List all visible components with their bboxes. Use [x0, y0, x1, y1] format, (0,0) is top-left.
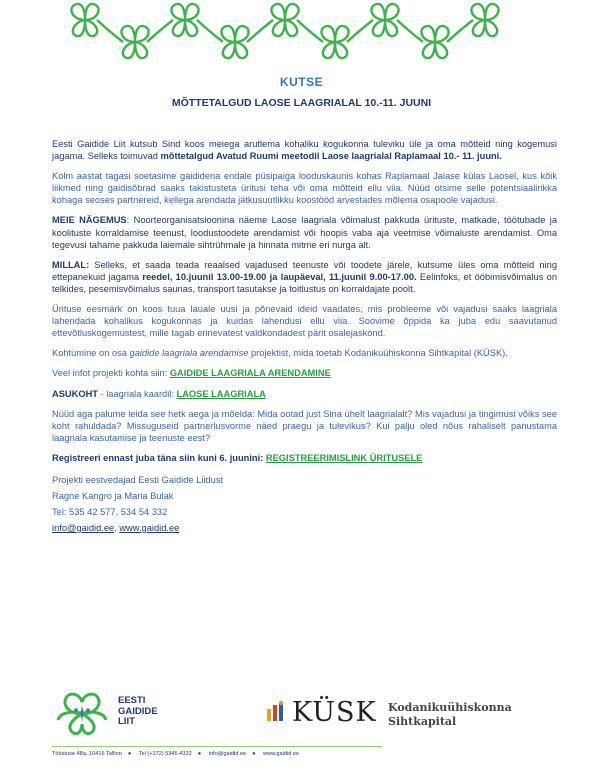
footer-web[interactable]: www.gaidid.ee — [263, 751, 300, 757]
clover-icon — [321, 26, 348, 58]
footer-address: Tööstuse 48a, 10416 Tallinn — [52, 751, 122, 757]
clover-connector — [147, 20, 173, 42]
signature-line-2: Ragne Kangro ja Maria Bulak — [52, 490, 174, 501]
signature-phone: Tel: 535 42 577, 534 54 332 — [52, 506, 168, 517]
footer-phone: Tel (+372) 5345 4332 — [138, 751, 192, 757]
clover-icon — [371, 4, 398, 36]
signature: Projekti eestvedajad Eesti Gaidide Liidust Ragne Kangro ja Maria Bulak Tel: 535 42 577, 534 54 332 info@gaidid.ee, www.gaidid.ee — [52, 474, 224, 533]
website-link[interactable]: www.gaidid.ee — [119, 522, 180, 533]
clover-connector — [397, 20, 423, 42]
clover-connector — [297, 20, 323, 42]
clover-icon — [271, 4, 298, 36]
clover-icon — [221, 26, 248, 58]
footer-email[interactable]: info@gaidid.ee — [208, 751, 247, 757]
clover-connector — [447, 20, 473, 42]
paragraph-project: Kohtumine on osa gaidide laagriala arendamise projektist, mida toetab Kodanikuühiskonna Sihtkapital (KÜSK). — [52, 348, 508, 359]
signature-line-1: Projekti eestvedajad Eesti Gaidide Liidust — [52, 474, 224, 485]
paragraph-register: Registreeri ennast juba täna siin kuni 6. juunini: REGISTREERIMISLINK ÜRITUSELE — [52, 452, 423, 463]
paragraph-location: ASUKOHT - laagriala kaardil: LAOSE LAAGRIALA — [52, 388, 266, 399]
email-link[interactable]: info@gaidid.ee — [52, 522, 115, 533]
footer-contacts: Tööstuse 48a, 10416 Tallinn ● Tel (+372) 5345 4332 ● info@gaidid.ee ● www.gaidid.ee — [52, 751, 300, 757]
paragraph-background: Kolm aastat tagasi soetasime gaididena endale püsipaiga looduskaunis kohas Raplamaal Jalase külas Laosel, kus kõik liikmed ning gaidisõbrad saaks takistusteta üritusi teha või oma mõtteid ellu viia. Nüüd otsime selle potentsiaalirikka kohaga seoses partnereid, kellega arendada jätkusuutlikku koostööd arvestades mõlema osapoole vajadusi. — [52, 171, 557, 206]
clover-connector — [247, 20, 273, 42]
paragraph-more-info: Veel infot projekti kohta siin: GAIDIDE LAAGRIALA ARENDAMINE — [52, 368, 331, 379]
eesti-gaidide-liit-logo-text: EESTI GAIDIDE LIIT — [118, 695, 158, 727]
clover-connector — [347, 20, 373, 42]
clover-connector — [97, 20, 123, 42]
kusk-logo-name: Kodanikuühiskonna Sihtkapital — [388, 701, 512, 728]
paragraph-intro: Eesti Gaidide Liit kutsub Sind koos meiega arutlema kohaliku kogukonna tuleviku üle ja oma mõtteid ning kogemusi jagama. Selleks toimuvad mõttetalgud Avatud Ruumi meetodil Laose laagrialal Raplamaal 10.- 11. juuni. — [52, 139, 557, 162]
map-link[interactable]: LAOSE LAAGRIALA — [176, 388, 266, 399]
clover-icon — [421, 26, 448, 58]
paragraph-when: MILLAL: Selleks, et saada teada reaalsed vajadused teenuste või toodete järele, kutsume üles oma mõtteid ning ettepanekuid jagama reedel, 10.juunil 13.00-19.00 ja laupäeval, 11.juunil 9.00-17.00. Eelinfoks, et ööbimisvõimalus on telkides, pesemisvõimalus saunas, transport tasutakse ja toitlustus on korraldajate poolt. — [52, 259, 558, 294]
clover-banner — [0, 0, 603, 66]
clover-connector — [197, 20, 223, 42]
page-title: KUTSE — [279, 75, 324, 89]
paragraph-goal: Ürituse eesmärk on koos tuua lauale uusi ja põnevaid ideid vaadates, mis probleeme või vajadusi saaks laagriala lahendada kohalikus kogukonnas ja kuidas lahendusi ellu viia. Soovime õppida ka juba edu saavutanud ettevõtluskogemustest, mille tagab erinevatest valdkondadest pärit osalejaskond. — [52, 304, 557, 339]
paragraph-vision: MEIE NÄGEMUS: Noorteorganisatsioonina näeme Laose laagriala võimalust pakkuda ürituste, matkade, töötubade ja koolituste korraldamise teenust, loodustoodete arendamist või hoopis vaba aja veetmise võimaluste arendamist. Oma tegevusi tahame pakkuda laiemale sihtrühmale ja hinnata mitme eri nurga alt. — [52, 215, 557, 250]
project-link[interactable]: GAIDIDE LAAGRIALA ARENDAMINE — [169, 368, 331, 379]
kusk-logo-word: KÜSK — [292, 697, 377, 728]
footer-divider — [52, 746, 382, 747]
paragraph-questions: Nüüd aga palume leida see hetk aega ja mõelda: Mida ootad just Sina ühelt laagrialalt? Mis vajadusi ja tingimusi võiks see koht rahuldada? Missuguseid partnerlusvorme näed praegu ja tulevikus? Kui palju oled nõus rahaliselt panustama laagriala kasutamise ja teenuste eest? — [52, 408, 557, 443]
letter-body — [52, 138, 557, 540]
page-subtitle: MÕTTETALGUD LAOSE LAAGRIALAL 10.-11. JUUNI — [171, 97, 432, 109]
clover-icon — [121, 26, 148, 58]
clover-icon — [71, 4, 98, 36]
clover-icon — [171, 4, 198, 36]
registration-link[interactable]: REGISTREERIMISLINK ÜRITUSELE — [265, 452, 423, 463]
clover-icon — [471, 4, 498, 36]
kusk-bars-icon — [266, 700, 288, 722]
